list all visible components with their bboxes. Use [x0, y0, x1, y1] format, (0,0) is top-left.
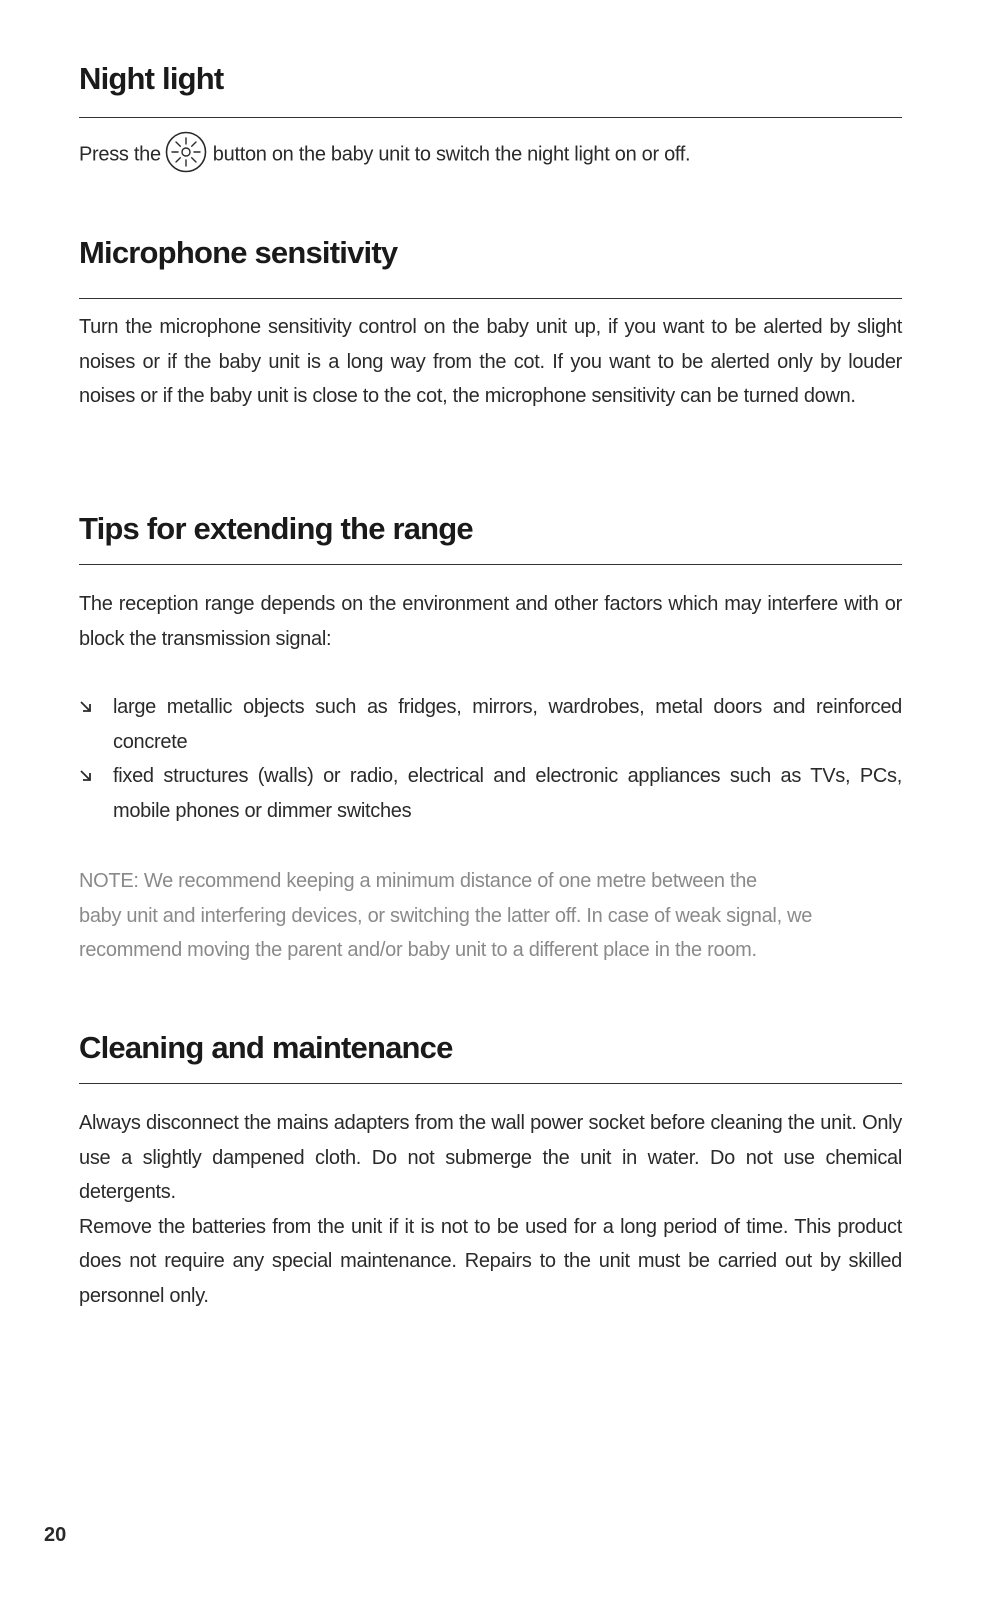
- cleaning-divider: [79, 1083, 902, 1084]
- range-bullet-2: fixed structures (walls) or radio, electrical and electronic appliances such as TVs, PCs, mobile phones or dimmer switches: [113, 765, 902, 822]
- night-light-body: [79, 137, 902, 173]
- night-light-text-before: Press the: [79, 143, 161, 166]
- range-body: [79, 587, 902, 656]
- night-light-button-icon: [165, 131, 207, 173]
- range-intro: The reception range depends on the environment and other factors which may interfere with or block the transmission signal:: [79, 593, 902, 650]
- range-heading: Tips for extending the range: [79, 511, 473, 546]
- arrow-down-right-icon: [79, 700, 93, 714]
- range-note: [79, 864, 902, 968]
- cleaning-paragraph-1: Always disconnect the mains adapters from the wall power socket before cleaning the unit. Only use a slightly dampened cloth. Do not submerge the unit in water. Do not use chemical detergents.: [79, 1112, 902, 1203]
- microphone-body: [79, 310, 902, 414]
- cleaning-heading: Cleaning and maintenance: [79, 1030, 453, 1065]
- range-bullets: [79, 690, 902, 828]
- night-light-divider: [79, 117, 902, 118]
- microphone-heading: Microphone sensitivity: [79, 235, 398, 270]
- range-section: [79, 510, 902, 547]
- cleaning-paragraph-2: Remove the batteries from the unit if it is not to be used for a long period of time. This product does not require any special maintenance. Repairs to the unit must be carried out by skilled personnel only.: [79, 1215, 902, 1307]
- list-item: [79, 690, 902, 759]
- range-note-rest: baby unit and interfering devices, or switching the latter off. In case of weak signal, we recommend moving the parent and/or baby unit to a different place in the room.: [79, 904, 813, 961]
- night-light-text-after: button on the baby unit to switch the night light on or off.: [212, 143, 691, 166]
- microphone-section: [79, 234, 902, 271]
- range-bullet-1: large metallic objects such as fridges, mirrors, wardrobes, metal doors and reinforced concrete: [113, 696, 902, 753]
- arrow-down-right-icon: [79, 769, 93, 783]
- night-light-section: [79, 60, 902, 97]
- range-note-line1: NOTE: We recommend keeping a minimum distance of one metre between the: [79, 870, 757, 892]
- microphone-paragraph: Turn the microphone sensitivity control on the baby unit up, if you want to be alerted by slight noises or if the baby unit is a long way from the cot. If you want to be alerted only by louder noises or if the baby unit is close to the cot, the microphone sensitivity can be turned down.: [79, 316, 902, 407]
- microphone-divider: [79, 298, 902, 299]
- page-number: 20: [44, 1524, 67, 1546]
- cleaning-body: [79, 1106, 902, 1313]
- list-item: [79, 759, 902, 828]
- cleaning-section: [79, 1029, 902, 1066]
- range-divider: [79, 564, 902, 565]
- night-light-heading: Night light: [79, 61, 224, 96]
